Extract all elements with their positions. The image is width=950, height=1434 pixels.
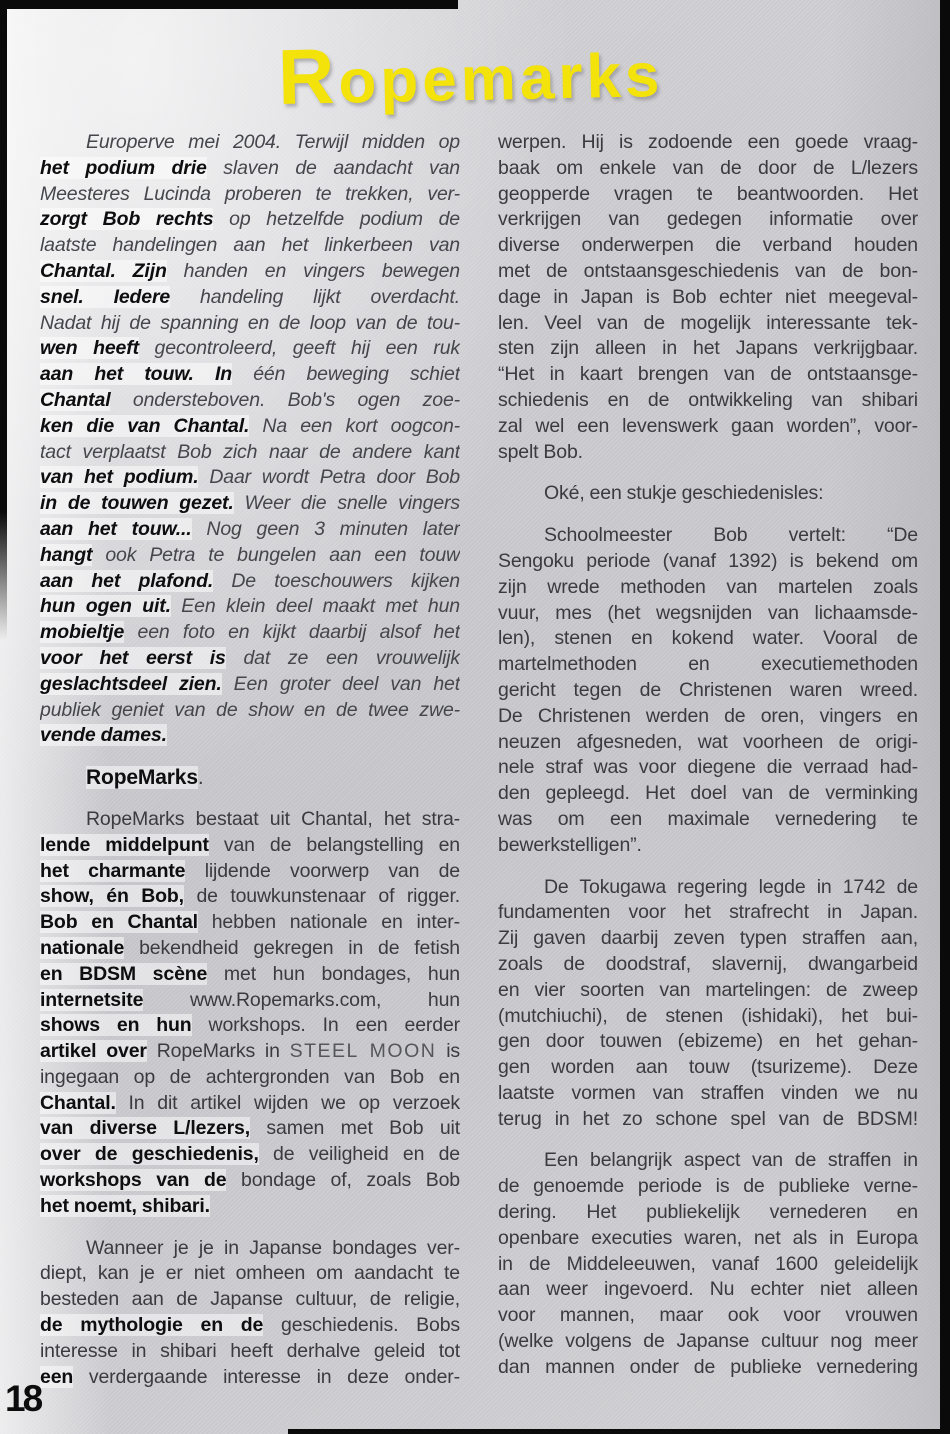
text-segment: de genoemde periode is de publieke verne- — [498, 1175, 918, 1198]
text-segment: een — [40, 1365, 74, 1388]
text-line — [498, 807, 918, 833]
text-segment: met hun bondages, hun — [207, 962, 460, 985]
text-segment: martelmethoden en executiemethoden — [498, 653, 918, 676]
text-line — [40, 517, 460, 543]
text-line — [498, 233, 918, 259]
text-line — [40, 1116, 460, 1142]
text-segment: “Het in kaart brengen van de ontstaansge- — [498, 363, 918, 386]
text-line — [498, 388, 918, 414]
text-line — [40, 988, 460, 1014]
text-segment: geopperde vragen te beantwoorden. Het — [498, 182, 918, 205]
text-segment: dering. Het publiekelijk vernederen en — [498, 1201, 918, 1224]
text-line — [40, 1168, 460, 1194]
text-segment: workshops. In een eerder — [191, 1014, 460, 1037]
text-segment: interesse in shibari heeft derhalve geleid tot — [40, 1339, 460, 1362]
paragraph — [498, 875, 918, 1133]
text-line — [40, 646, 460, 672]
text-line — [40, 207, 460, 233]
text-line — [40, 1236, 460, 1262]
text-segment: ondersteboven. Bob's ogen zoe- — [110, 388, 460, 411]
text-segment: len. Veel van de mogelijk interessante tek- — [498, 311, 918, 334]
text-line — [498, 523, 918, 549]
text-line — [40, 672, 460, 698]
text-line — [40, 182, 460, 208]
text-line — [498, 1200, 918, 1226]
text-segment: tact verplaatst Bob zich naar de andere kant — [40, 440, 460, 463]
text-line — [40, 156, 460, 182]
text-segment: werpen. Hij is zodoende een goede vraag- — [498, 131, 918, 153]
text-segment: workshops van de — [40, 1169, 227, 1192]
text-segment: bekendheid gekregen in de fetish — [124, 936, 460, 959]
text-segment: nele straf was voor diegene die verraad had- — [498, 756, 918, 779]
left-column — [40, 130, 460, 1406]
text-line — [40, 859, 460, 885]
text-line — [498, 481, 918, 507]
text-segment: lijdende voorwerp van de — [185, 859, 460, 882]
text-line — [40, 1365, 460, 1391]
left-border — [0, 0, 7, 640]
text-line — [40, 833, 460, 859]
text-segment: (mutchiuchi), de stenen (ishidaki), het bui- — [498, 1004, 918, 1027]
text-line — [498, 1029, 918, 1055]
text-line — [498, 926, 918, 952]
text-segment: de touwkunstenaar of rigger. — [183, 885, 460, 908]
text-line — [40, 130, 460, 156]
text-segment: Chantal. Zijn — [40, 259, 167, 282]
text-segment: zijn wrede methoden van martelen zoals — [498, 575, 918, 598]
text-segment: laatste handelingen aan het linkerbeen van — [40, 234, 460, 257]
text-line — [498, 1107, 918, 1133]
text-line — [498, 182, 918, 208]
paragraph — [498, 1148, 918, 1380]
text-segment: gen door touwen (ebizeme) en het gehan- — [498, 1030, 918, 1053]
text-line — [40, 1065, 460, 1091]
text-segment: Oké, een stukje geschiedenisles: — [544, 482, 824, 505]
text-segment: Weer die snelle vingers — [233, 492, 460, 515]
text-line — [498, 1252, 918, 1278]
text-segment: show, én Bob, — [40, 885, 184, 908]
text-segment: Chantal — [40, 388, 111, 411]
text-line — [40, 285, 460, 311]
text-line — [40, 336, 460, 362]
text-segment: . — [197, 766, 204, 790]
text-segment: Wanneer je je in Japanse bondages ver- — [86, 1236, 460, 1259]
paragraph — [498, 523, 918, 858]
text-line — [40, 543, 460, 569]
text-segment: De Tokugawa regering legde in 1742 de — [544, 875, 918, 898]
text-segment: gecontroleerd, geeft hij een ruk — [138, 337, 460, 360]
paragraph — [40, 130, 460, 749]
text-segment: het noemt, shibari. — [40, 1194, 210, 1217]
text-line — [40, 1261, 460, 1287]
text-line — [40, 491, 460, 517]
text-segment: aan het plafond. — [40, 569, 214, 592]
text-line — [40, 936, 460, 962]
text-line — [40, 594, 460, 620]
text-line — [498, 336, 918, 362]
text-segment: Europerve mei 2004. Terwijl midden op — [86, 131, 460, 153]
text-segment: verdergaande interesse in deze onder- — [73, 1365, 460, 1388]
text-segment: laatste vormen van straffen vinden we nu — [498, 1081, 918, 1104]
text-segment: www.Ropemarks.com, hun — [143, 988, 460, 1011]
text-line — [40, 414, 460, 440]
text-segment: en vier soorten van martelingen: de zweep — [498, 978, 918, 1001]
text-segment: één beweging schiet — [232, 363, 460, 386]
text-segment: baak om enkele van de door de L/lezers — [498, 156, 918, 179]
paragraph — [40, 1236, 460, 1391]
text-segment: den gepleegd. Het doel van de verminking — [498, 782, 918, 805]
text-line — [498, 1174, 918, 1200]
text-segment: het podium drie — [40, 156, 207, 179]
text-segment: van het podium. — [40, 466, 199, 489]
text-segment: artikel over — [40, 1040, 147, 1063]
text-segment: was om een maximale vernedering te — [498, 807, 918, 830]
text-segment: (welke volgens de Japanse cultuur nog meer — [498, 1330, 918, 1353]
text-line — [40, 1339, 460, 1365]
text-line — [498, 1277, 918, 1303]
text-segment: vuur, mes (het wegsnijden van lichaamsde- — [498, 601, 918, 624]
text-line — [498, 1148, 918, 1174]
text-segment: De toeschouwers kijken — [213, 569, 460, 592]
text-segment: is — [436, 1040, 460, 1063]
text-line — [40, 259, 460, 285]
text-line — [498, 755, 918, 781]
text-line — [40, 388, 460, 414]
text-segment: shows en hun — [40, 1014, 192, 1037]
steel-moon-logo-text: STEEL MOON — [289, 1040, 437, 1063]
text-line — [498, 440, 918, 466]
paragraph — [498, 481, 918, 507]
text-segment: Sengoku periode (vanaf 1392) is bekend om — [498, 549, 918, 572]
text-line — [40, 1142, 460, 1168]
text-segment: publiek geniet van de show en de twee zwe- — [40, 698, 460, 721]
text-line — [498, 259, 918, 285]
article-body — [40, 130, 918, 1406]
right-column — [498, 130, 918, 1406]
text-segment: verkrijgen van gedegen informatie over — [498, 208, 918, 231]
text-segment: len), stenen en kokend water. Vooral de — [498, 627, 918, 650]
text-segment: ingegaan op de achtergronden van Bob en — [40, 1065, 460, 1088]
text-segment: aan het touw. In — [40, 363, 232, 386]
text-segment: handen en vingers bewegen — [166, 259, 460, 282]
text-line — [498, 285, 918, 311]
text-segment: in de Middeleeuwen, vanaf 1600 geleidelijk — [498, 1252, 918, 1275]
text-segment: bondage of, zoals Bob — [226, 1169, 460, 1192]
text-segment: wen heeft — [40, 337, 139, 360]
text-line — [498, 1055, 918, 1081]
text-segment: met de ontstaansgeschiedenis van de bon- — [498, 259, 918, 282]
text-segment: vende dames. — [40, 724, 167, 747]
text-segment: Een groter deel van het — [221, 672, 460, 695]
text-segment: van de belangstelling en — [208, 833, 460, 856]
text-segment: dage in Japan is Bob echter niet meegeval- — [498, 285, 918, 308]
text-line — [498, 1004, 918, 1030]
text-segment: terug in het zo schone spel van de BDSM! — [498, 1107, 918, 1130]
text-segment: slaven de aandacht van — [206, 156, 460, 179]
text-line — [498, 1226, 918, 1252]
text-line — [40, 884, 460, 910]
text-line — [40, 1091, 460, 1117]
text-segment: In dit artikel wijden we op verzoek — [115, 1091, 460, 1114]
text-segment: op hetzelfde podium de — [213, 208, 460, 231]
text-segment: geslachtsdeel zien. — [40, 672, 222, 695]
paragraph — [498, 130, 918, 465]
text-line — [40, 1039, 460, 1065]
text-segment: spelt Bob. — [498, 440, 583, 463]
text-segment: lende middelpunt — [40, 833, 209, 856]
text-line — [498, 362, 918, 388]
text-line — [40, 962, 460, 988]
text-line — [40, 569, 460, 595]
text-line — [498, 704, 918, 730]
text-line — [40, 1313, 460, 1339]
text-segment: besteden aan de Japanse cultuur, de religie, — [40, 1288, 460, 1311]
text-segment: RopeMarks in — [146, 1040, 290, 1063]
text-line — [40, 233, 460, 259]
text-segment: sten zijn alleen in het Japans verkrijgbaar. — [498, 337, 918, 360]
text-line — [40, 910, 460, 936]
text-segment: snel. Iedere — [40, 285, 171, 308]
text-line — [40, 698, 460, 724]
text-line — [40, 1013, 460, 1039]
text-segment: een foto en kijkt daarbij alsof het — [124, 621, 460, 644]
text-segment: geschiedenis. Bobs — [263, 1314, 460, 1337]
text-line — [40, 807, 460, 833]
page-number: 18 — [5, 1378, 41, 1419]
text-line — [498, 978, 918, 1004]
text-segment: gen worden aan touw (tsurizeme). Deze — [498, 1056, 918, 1079]
text-line — [498, 575, 918, 601]
text-line — [498, 1303, 918, 1329]
text-line — [498, 414, 918, 440]
text-segment: en BDSM scène — [40, 962, 208, 985]
text-segment: hun ogen uit. — [40, 595, 171, 618]
text-segment: fundamenten voor het strafrecht in Japan. — [498, 901, 918, 924]
text-segment: dan mannen onder de publieke vernedering — [498, 1355, 918, 1378]
text-segment: hebben nationale en inter- — [197, 911, 460, 934]
text-segment: De Christenen werden de oren, vingers en — [498, 704, 918, 727]
text-line — [498, 207, 918, 233]
text-line — [498, 952, 918, 978]
text-segment: neuzen afgesneden, wat voorheen de origi- — [498, 730, 918, 753]
text-line — [498, 900, 918, 926]
bottom-border — [288, 1429, 950, 1434]
text-line — [498, 549, 918, 575]
text-segment: in de touwen gezet. — [40, 492, 234, 515]
text-segment: RopeMarks bestaat uit Chantal, het stra- — [86, 807, 460, 830]
text-line — [40, 465, 460, 491]
text-segment: hangt — [40, 543, 93, 566]
text-segment: aan het touw... — [40, 517, 192, 540]
text-segment: handeling lijkt overdacht. — [170, 285, 460, 308]
text-segment: diept, kan je er niet omheen om aandacht te — [40, 1262, 460, 1285]
text-segment: Na een kort oogcon- — [249, 414, 460, 437]
text-line — [498, 156, 918, 182]
text-line — [40, 1287, 460, 1313]
text-segment: het charmante — [40, 859, 186, 882]
text-line — [498, 781, 918, 807]
text-segment: Nog geen 3 minuten later — [191, 517, 460, 540]
text-segment: Zij gaven daarbij zeven typen straffen aan, — [498, 927, 918, 950]
text-line — [40, 362, 460, 388]
text-segment: Chantal. — [40, 1091, 116, 1114]
text-segment: voor het eerst is — [40, 646, 226, 669]
text-segment: zoals de doodstraf, slavernij, dwangarbeid — [498, 952, 918, 975]
text-segment: bewerkstelligen”. — [498, 833, 642, 856]
right-border — [940, 0, 950, 1434]
text-segment: nationale — [40, 936, 125, 959]
text-line — [40, 440, 460, 466]
text-segment: Een klein deel maakt met hun — [170, 595, 460, 618]
text-line — [498, 601, 918, 627]
text-line — [40, 1194, 460, 1220]
text-segment: aan weer ingevoerd. Nu echter niet alleen — [498, 1278, 918, 1301]
text-line — [40, 723, 460, 749]
text-segment: zal wel een levenswerk gaan worden”, voor- — [498, 414, 918, 437]
text-segment: Bob en Chantal — [40, 911, 198, 934]
text-segment: Daar wordt Petra door Bob — [198, 466, 460, 489]
text-segment: zorgt Bob rechts — [40, 208, 214, 231]
text-segment: RopeMarks — [86, 766, 198, 790]
text-line — [498, 130, 918, 156]
text-line — [40, 311, 460, 337]
text-segment: schiedenis en de ontwikkeling van shibari — [498, 388, 918, 411]
text-segment: voor mannen, maar ook voor vrouwen — [498, 1304, 918, 1327]
text-segment: Nadat hij de spanning en de loop van de tou- — [40, 311, 460, 334]
text-segment: van diverse L/lezers, — [40, 1117, 250, 1140]
text-segment: de mythologie en de — [40, 1314, 264, 1337]
text-segment: Een belangrijk aspect van de straffen in — [544, 1149, 918, 1172]
text-line — [40, 620, 460, 646]
text-line — [498, 833, 918, 859]
paragraph — [40, 807, 460, 1220]
text-segment: mobieltje — [40, 621, 125, 644]
text-line — [498, 1329, 918, 1355]
text-segment: diverse onderwerpen die verband houden — [498, 234, 918, 257]
text-line — [498, 875, 918, 901]
text-line — [498, 311, 918, 337]
text-line — [40, 765, 460, 791]
text-segment: openbare executies waren, net als in Europa — [498, 1226, 918, 1249]
top-border — [0, 0, 458, 9]
text-segment: ook Petra te bungelen aan een touw — [92, 543, 460, 566]
text-segment: samen met Bob uit — [249, 1117, 460, 1140]
text-line — [498, 1081, 918, 1107]
text-line — [498, 652, 918, 678]
text-line — [498, 678, 918, 704]
text-segment: over de geschiedenis, — [40, 1143, 259, 1166]
text-line — [498, 730, 918, 756]
text-line — [498, 1355, 918, 1381]
section-heading — [40, 765, 460, 791]
text-segment: internetsite — [40, 988, 144, 1011]
text-line — [498, 626, 918, 652]
text-segment: gericht tegen de Christenen waren wreed. — [498, 678, 918, 701]
article-title: Ropemarks — [277, 31, 665, 122]
text-segment: ken die van Chantal. — [40, 414, 250, 437]
text-segment: de veiligheid en de — [258, 1143, 460, 1166]
text-segment: dat ze een vrouwelijk — [225, 646, 460, 669]
text-segment: Meesteres Lucinda proberen te trekken, ver- — [40, 182, 460, 205]
text-segment: Schoolmeester Bob vertelt: “De — [544, 524, 918, 547]
